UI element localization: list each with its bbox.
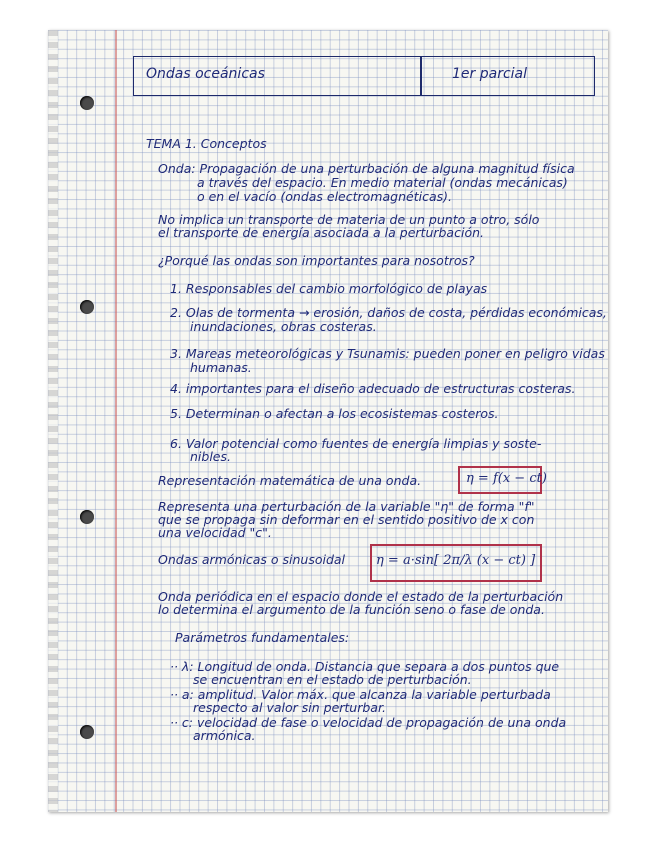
section-heading: TEMA 1. Conceptos [146,136,267,151]
rep-desc-1: Representa una perturbación de la variable "η" de forma "f" [158,499,535,514]
list-item-cont: inundaciones, obras costeras. [190,319,377,334]
list-item: 6. Valor potencial como fuentes de energía limpias y soste- [170,436,542,451]
param-item-cont: armónica. [193,728,256,743]
page-subtitle: 1er parcial [452,66,528,82]
binder-hole [80,96,94,110]
param-item-cont: respecto al valor sin perturbar. [193,700,386,715]
list-item: 5. Determinan o afectan a los ecosistemas costeros. [170,406,499,421]
param-item-cont: se encuentran en el estado de perturbación. [193,672,472,687]
binder-hole [80,300,94,314]
periodica-2: lo determina el argumento de la función seno o fase de onda. [158,602,545,617]
binder-hole [80,510,94,524]
page-title: Ondas oceánicas [146,66,265,82]
onda-definition-3: o en el vacío (ondas electromagnéticas). [197,189,452,204]
list-item: 1. Responsables del cambio morfológico de playas [170,281,488,296]
formula-2: η = a·sin[ 2π/λ (x − ct) ] [376,553,536,568]
onda-definition-2: a través del espacio. En medio material (ondas mecánicas) [197,175,568,190]
param-item: ·· c: velocidad de fase o velocidad de propagación de una onda [170,715,567,730]
list-item: 4. importantes para el diseño adecuado de estructuras costeras. [170,381,576,396]
no-implica-1: No implica un transporte de materia de un punto a otro, sólo [158,212,540,227]
rep-desc-2: que se propaga sin deformar en el sentido positivo de x con [158,512,535,527]
periodica-1: Onda periódica en el espacio donde el estado de la perturbación [158,589,564,604]
binder-hole [80,725,94,739]
title-divider [420,56,422,96]
armonicas-heading: Ondas armónicas o sinusoidal [158,552,346,567]
list-item: 2. Olas de tormenta → erosión, daños de costa, pérdidas económicas, [170,305,607,320]
list-item-cont: humanas. [190,360,252,375]
onda-definition-1: Onda: Propagación de una perturbación de alguna magnitud física [158,161,575,176]
rep-desc-3: una velocidad "c". [158,525,272,540]
list-item-cont: nibles. [190,449,231,464]
list-item: 3. Mareas meteorológicas y Tsunamis: pueden poner en peligro vidas [170,346,605,361]
margin-line [115,30,117,812]
param-item: ·· λ: Longitud de onda. Distancia que separa a dos puntos que [170,659,560,674]
rep-mat-heading: Representación matemática de una onda. [158,473,422,488]
formula-1: η = f(x − ct) [466,471,547,486]
question: ¿Porqué las ondas son importantes para nosotros? [158,253,475,268]
perforation-edge [48,30,58,812]
no-implica-2: el transporte de energía asociada a la perturbación. [158,225,484,240]
param-item: ·· a: amplitud. Valor máx. que alcanza la variable perturbada [170,687,551,702]
parametros-heading: Parámetros fundamentales: [175,630,350,645]
